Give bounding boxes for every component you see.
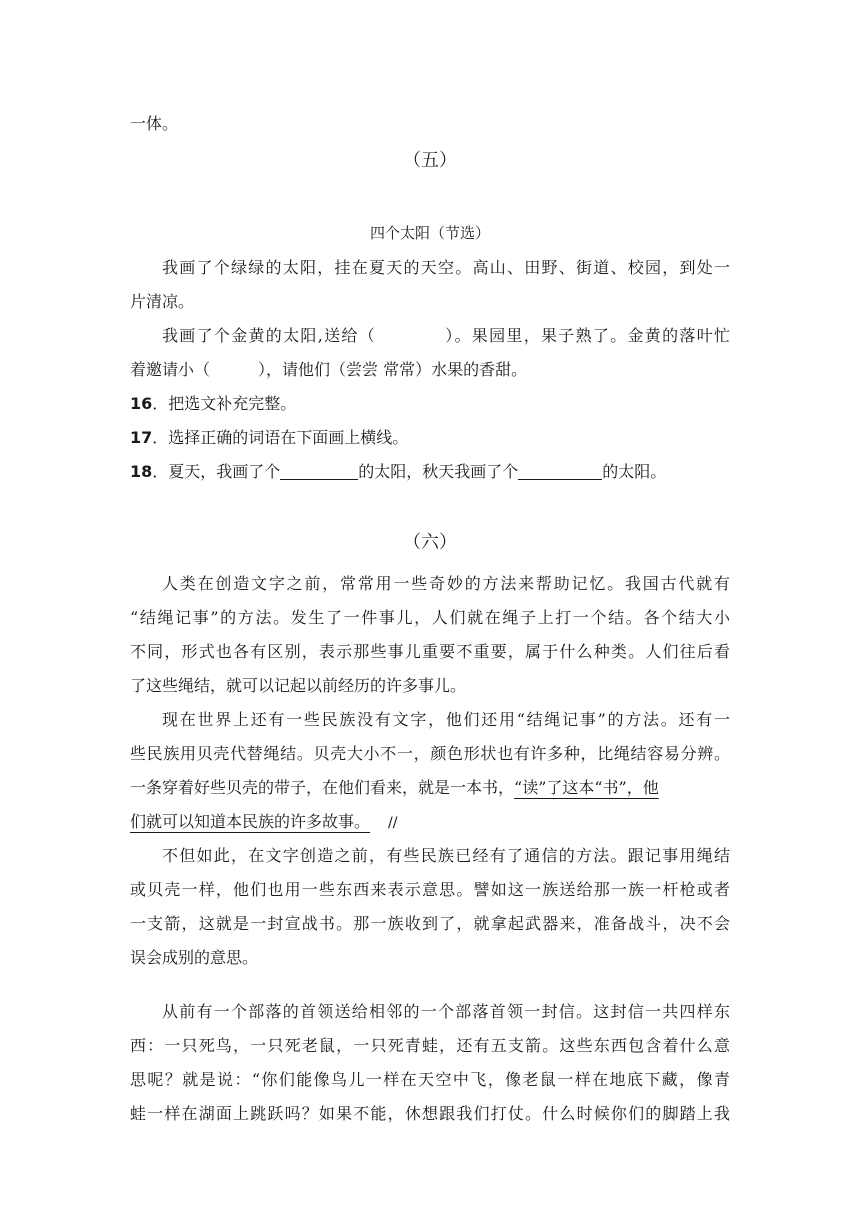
answer-blank-summer[interactable] <box>280 463 358 480</box>
section-6-paragraph-3-line-1: 不但如此，在文字创造之前，有些民族已经有了通信的方法。跟记事用绳结 <box>162 846 730 865</box>
section-5-paragraph-2-line-1: 我画了个金黄的太阳,送给（ ）。果园里，果子熟了。金黄的落叶忙 <box>162 326 730 345</box>
question-18-text-a: ．夏天，我画了个 <box>152 462 281 481</box>
underlined-sentence-part-1: “读”了这本“书”，他 <box>514 778 659 797</box>
section-6-paragraph-3-line-3: 一支箭，这就是一封宣战书。那一族收到了，就拿起武器来，准备战斗，决不会 <box>130 914 730 933</box>
section-6-paragraph-4-line-4: 蛙一样在湖面上跳跃吗？如果不能，休想跟我们打仗。什么时候你们的脚踏上我 <box>130 1104 730 1123</box>
section-6-paragraph-2-line-3 <box>130 778 659 798</box>
section-6-paragraph-3-line-4: 误会成别的意思。 <box>130 948 259 967</box>
section-6-paragraph-4-line-2: 西：一只死鸟，一只死老鼠，一只死青蛙，还有五支箭。这些东西包含着什么意 <box>130 1036 730 1055</box>
question-16-text: ．把选文补充完整。 <box>152 394 297 413</box>
section-5-paragraph-2-line-2: 着邀请小（ ），请他们（尝尝 常常）水果的香甜。 <box>130 360 528 379</box>
answer-blank-autumn[interactable] <box>518 463 602 480</box>
underlined-sentence-part-2: 们就可以知道本民族的许多故事。 <box>130 812 371 831</box>
section-6-paragraph-2-line-4 <box>130 812 397 833</box>
question-17-number: 17 <box>130 428 153 447</box>
section-6-paragraph-1-line-3: 不同，形式也各有区别，表示那些事儿重要不重要，属于什么种类。人们往后看 <box>130 642 730 661</box>
section-6-paragraph-3-line-2: 或贝壳一样，他们也用一些东西来表示意思。譬如这一族送给那一族一杆枪或者 <box>130 880 730 899</box>
section-6-paragraph-2-line-2: 些民族用贝壳代替绳结。贝壳大小不一，颜色形状也有许多种，比绳结容易分辨。 <box>130 744 730 763</box>
section-6-paragraph-2-line-1: 现在世界上还有一些民族没有文字，他们还用“结绳记事”的方法。还有一 <box>162 710 730 729</box>
fragment-text: 一体。 <box>130 114 179 133</box>
question-17 <box>130 428 408 448</box>
section-6-paragraph-1-line-2: “结绳记事”的方法。发生了一件事儿，人们就在绳子上打一个结。各个结大小 <box>130 608 730 627</box>
section-6-paragraph-1-line-1: 人类在创造文字之前，常常用一些奇妙的方法来帮助记忆。我国古代就有 <box>162 574 730 593</box>
section-6-paragraph-1-line-4: 了这些绳结，就可以记起以前经历的许多事儿。 <box>130 676 467 695</box>
section-6-heading: （六） <box>403 532 457 553</box>
slash-mark: // <box>388 815 398 831</box>
question-18-number: 18 <box>130 462 153 481</box>
poem-title: 四个太阳（节选） <box>369 224 490 242</box>
question-17-text: ．选择正确的词语在下面画上横线。 <box>152 428 409 447</box>
question-16-number: 16 <box>130 394 153 413</box>
section-6-paragraph-4-line-3: 思呢？就是说：“你们能像鸟儿一样在天空中飞，像老鼠一样在地底下藏，像青 <box>130 1070 730 1089</box>
section-5-paragraph-1-line-2: 片清凉。 <box>130 292 195 311</box>
question-18-text-c: 的太阳。 <box>602 462 667 481</box>
section-6-paragraph-4-line-1: 从前有一个部落的首领送给相邻的一个部落首领一封信。这封信一共四样东 <box>162 1002 730 1021</box>
section-5-heading: （五） <box>403 150 457 171</box>
question-18 <box>130 462 666 482</box>
question-18-text-b: 的太阳，秋天我画了个 <box>358 462 519 481</box>
section-5-paragraph-1-line-1: 我画了个绿绿的太阳，挂在夏天的天空。高山、田野、街道、校园，到处一 <box>162 258 730 277</box>
paragraph-2-line-3-plain: 一条穿着好些贝壳的带子，在他们看来，就是一本书， <box>130 778 515 797</box>
question-16 <box>130 394 296 414</box>
